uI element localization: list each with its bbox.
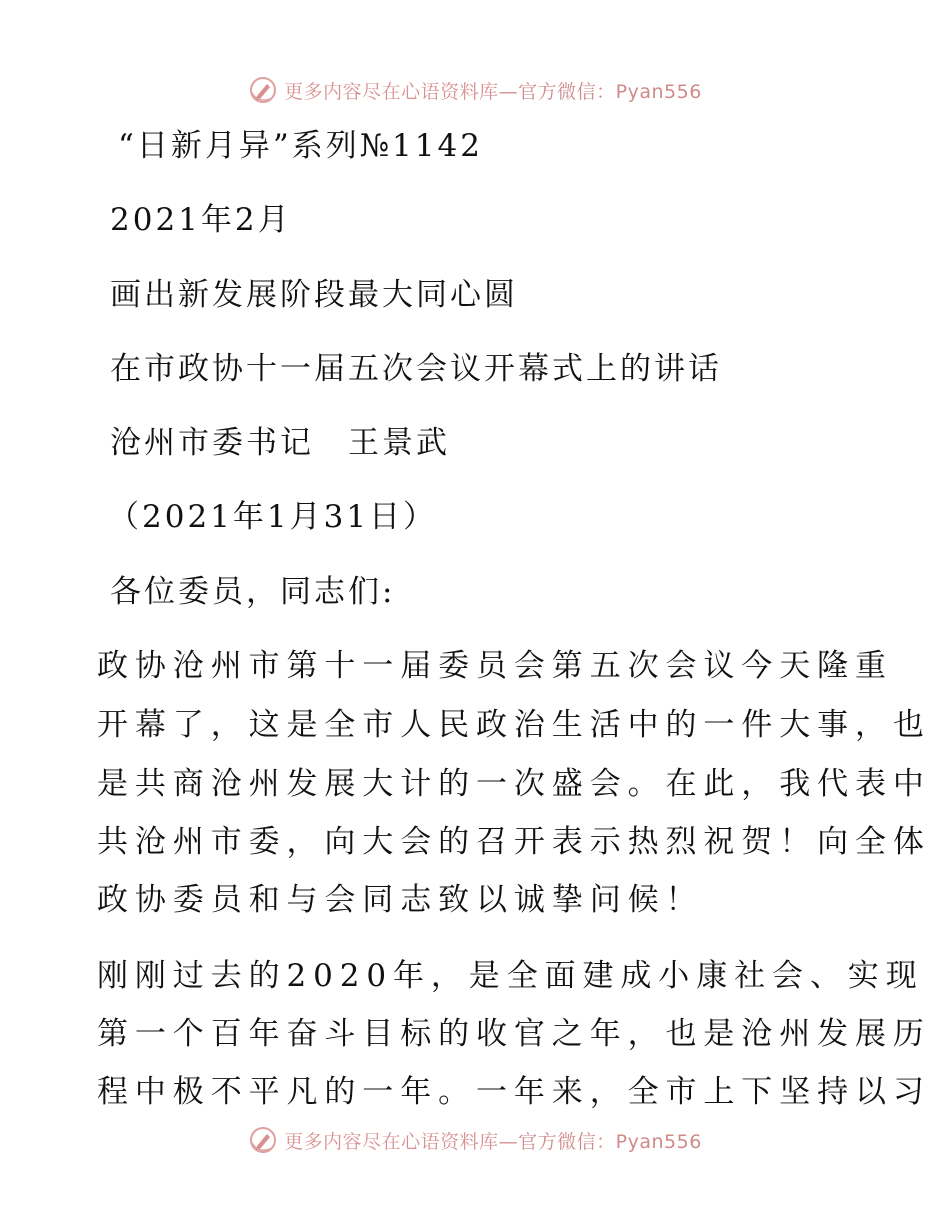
watermark-site-text: 更多内容尽在心语资料库 (284, 1130, 499, 1153)
paragraph-1-line: 开幕了，这是全市人民政治生活中的一件大事，也 (97, 707, 931, 743)
paragraph-2-line: 刚刚过去的2020年，是全面建成小康社会、实现 (97, 958, 924, 994)
speaker-line: 沧州市委书记 王景武 (110, 425, 450, 461)
paragraph-1-line: 政协委员和与会同志致以诚挚问候！ (97, 882, 704, 918)
watermark-wechat-text: 官方微信：Pyan556 (518, 1130, 702, 1153)
header-watermark (0, 70, 950, 110)
salutation-line: 各位委员，同志们: (110, 574, 396, 610)
date-line: 2021年2月 (110, 202, 292, 238)
watermark-text (284, 1127, 702, 1154)
paragraph-1-line: 是共商沧州发展大计的一次盛会。在此，我代表中 (97, 766, 931, 802)
paragraph-2-line: 程中极不平凡的一年。一年来，全市上下坚持以习 (97, 1074, 931, 1110)
footer-watermark (0, 1120, 950, 1160)
watermark-site-text: 更多内容尽在心语资料库 (284, 80, 499, 103)
paragraph-1-line: 政协沧州市第十一届委员会第五次会议今天隆重 (97, 648, 893, 684)
watermark-text (284, 77, 702, 104)
watermark-separator: — (498, 1130, 519, 1153)
pen-logo-icon (248, 75, 278, 105)
pen-logo-icon (248, 1125, 278, 1155)
paragraph-2-line: 第一个百年奋斗目标的收官之年，也是沧州发展历 (97, 1016, 931, 1052)
series-line: “日新月异”系列№1142 (118, 128, 483, 164)
document-title: 画出新发展阶段最大同心圆 (110, 277, 518, 313)
document-subtitle: 在市政协十一届五次会议开幕式上的讲话 (110, 351, 722, 387)
watermark-wechat-text: 官方微信：Pyan556 (518, 80, 702, 103)
watermark-separator: — (498, 80, 519, 103)
speech-date-line: （2021年1月31日） (108, 499, 438, 535)
paragraph-1-line: 共沧州市委，向大会的召开表示热烈祝贺！向全体 (97, 824, 931, 860)
